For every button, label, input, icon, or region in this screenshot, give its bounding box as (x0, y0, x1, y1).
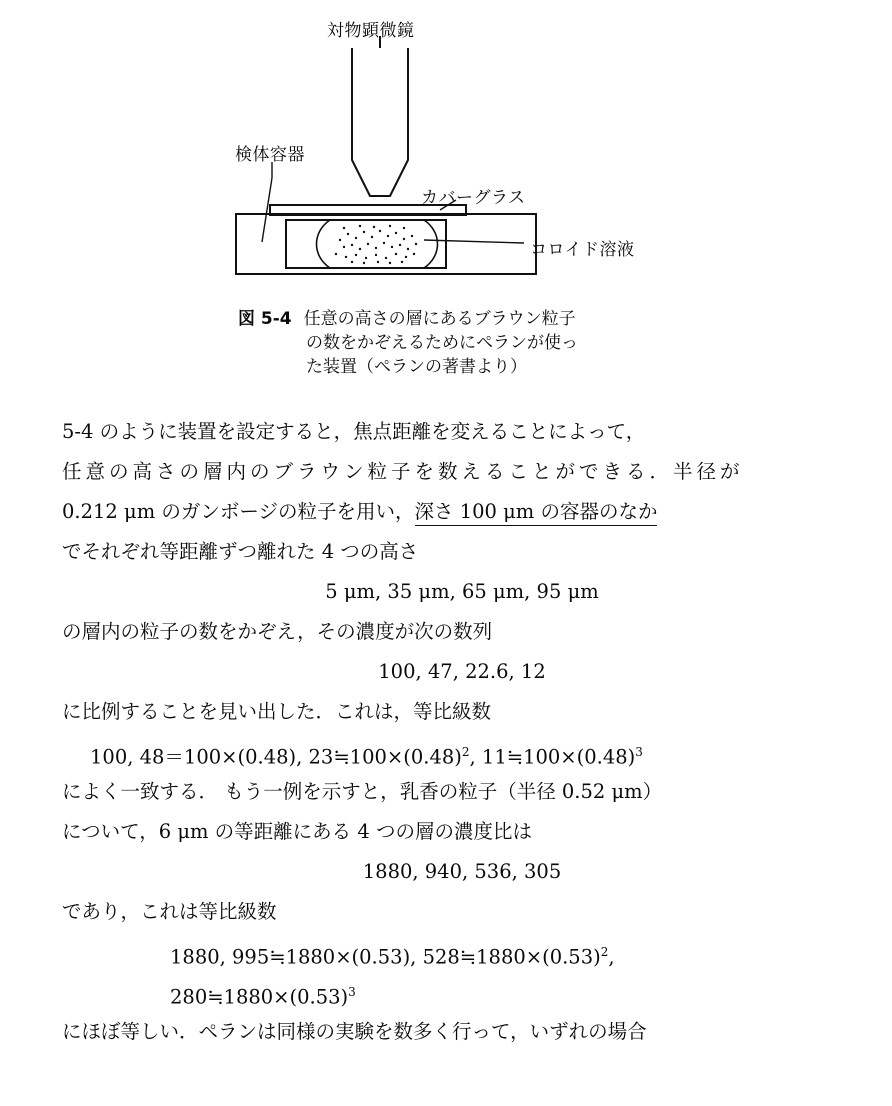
apparatus-diagram (0, 0, 892, 300)
equation-geometric-series-2-part-a: 1880, 995≒1880×(0.53), 528≒1880×(0.53) (170, 945, 601, 969)
equation-geometric-series-2-exp-2: 2 (600, 945, 609, 959)
figure-caption-line-1: 任意の高さの層にあるブラウン粒子 (303, 309, 576, 329)
figure-label-colloid-solution: コロイド溶液 (530, 240, 635, 260)
figure-label-cover-glass: カバーグラス (421, 188, 526, 208)
equation-geometric-series-1 (62, 732, 862, 772)
paragraph-1-line-2: 任意の高さの層内のブラウン粒子を数えることができる．半径が (62, 460, 744, 483)
figure-5-4 (0, 0, 892, 300)
paragraph-1-line-1: 5-4 のように装置を設定すると，焦点距離を変えることによって， (62, 420, 646, 443)
figure-caption (238, 307, 698, 379)
figure-label-microscope: 対物顕微鏡 (327, 21, 415, 41)
paragraph-1-line-4: でそれぞれ等距離ずつ離れた 4 つの高さ (62, 540, 419, 563)
paragraph-2-line-1: の層内の粒子の数をかぞえ，その濃度が次の数列 (62, 620, 493, 643)
equation-mastic-series: 1880, 940, 536, 305 (362, 860, 562, 883)
equation-concentration-series: 100, 47, 22.6, 12 (378, 660, 546, 683)
paragraph-1-line-3-part-a: 0.212 μm のガンボージの粒子を用い， (62, 500, 415, 523)
figure-caption-line-3: た装置（ペランの著書より） (306, 357, 527, 377)
paragraph-3-line-1: に比例することを見い出した．これは，等比級数 (62, 700, 492, 723)
paragraph-6-line-1: にほぼ等しい．ペランは同様の実験を数多く行って，いずれの場合 (62, 1020, 647, 1043)
equation-geometric-series-2-line-1 (62, 932, 862, 972)
equation-geometric-series-1-exp-3: 3 (635, 745, 643, 759)
equation-geometric-series-2-comma: , (608, 945, 615, 969)
paragraph-4-line-1: によく一致する． もう一例を示すと，乳香の粒子（半径 0.52 μm） (62, 780, 663, 803)
equation-geometric-series-2-exp-3: 3 (348, 985, 356, 999)
body-text (62, 412, 862, 1052)
paragraph-1-line-3-underlined: 深さ 100 μm の容器のなか (415, 500, 658, 526)
figure-label-specimen-container: 検体容器 (235, 145, 305, 165)
paragraph-4-line-2: について，6 μm の等距離にある 4 つの層の濃度比は (62, 820, 532, 843)
equation-geometric-series-2-line-2 (62, 972, 862, 1012)
equation-geometric-series-1-part-a: 100, 48＝100×(0.48), 23≒100×(0.48) (90, 745, 462, 769)
figure-number: 図 5-4 (238, 309, 292, 329)
equation-geometric-series-1-part-b: , 11≒100×(0.48) (469, 745, 636, 769)
paragraph-1-line-3 (62, 492, 862, 532)
figure-caption-line-2: の数をかぞえるためにペランが使っ (306, 333, 578, 353)
equation-heights: 5 μm, 35 μm, 65 μm, 95 μm (325, 580, 599, 603)
paragraph-5-line-1: であり，これは等比級数 (62, 900, 277, 923)
equation-geometric-series-2-part-b: 280≒1880×(0.53) (170, 985, 349, 1009)
equation-geometric-series-1-exp-2: 2 (461, 745, 470, 759)
